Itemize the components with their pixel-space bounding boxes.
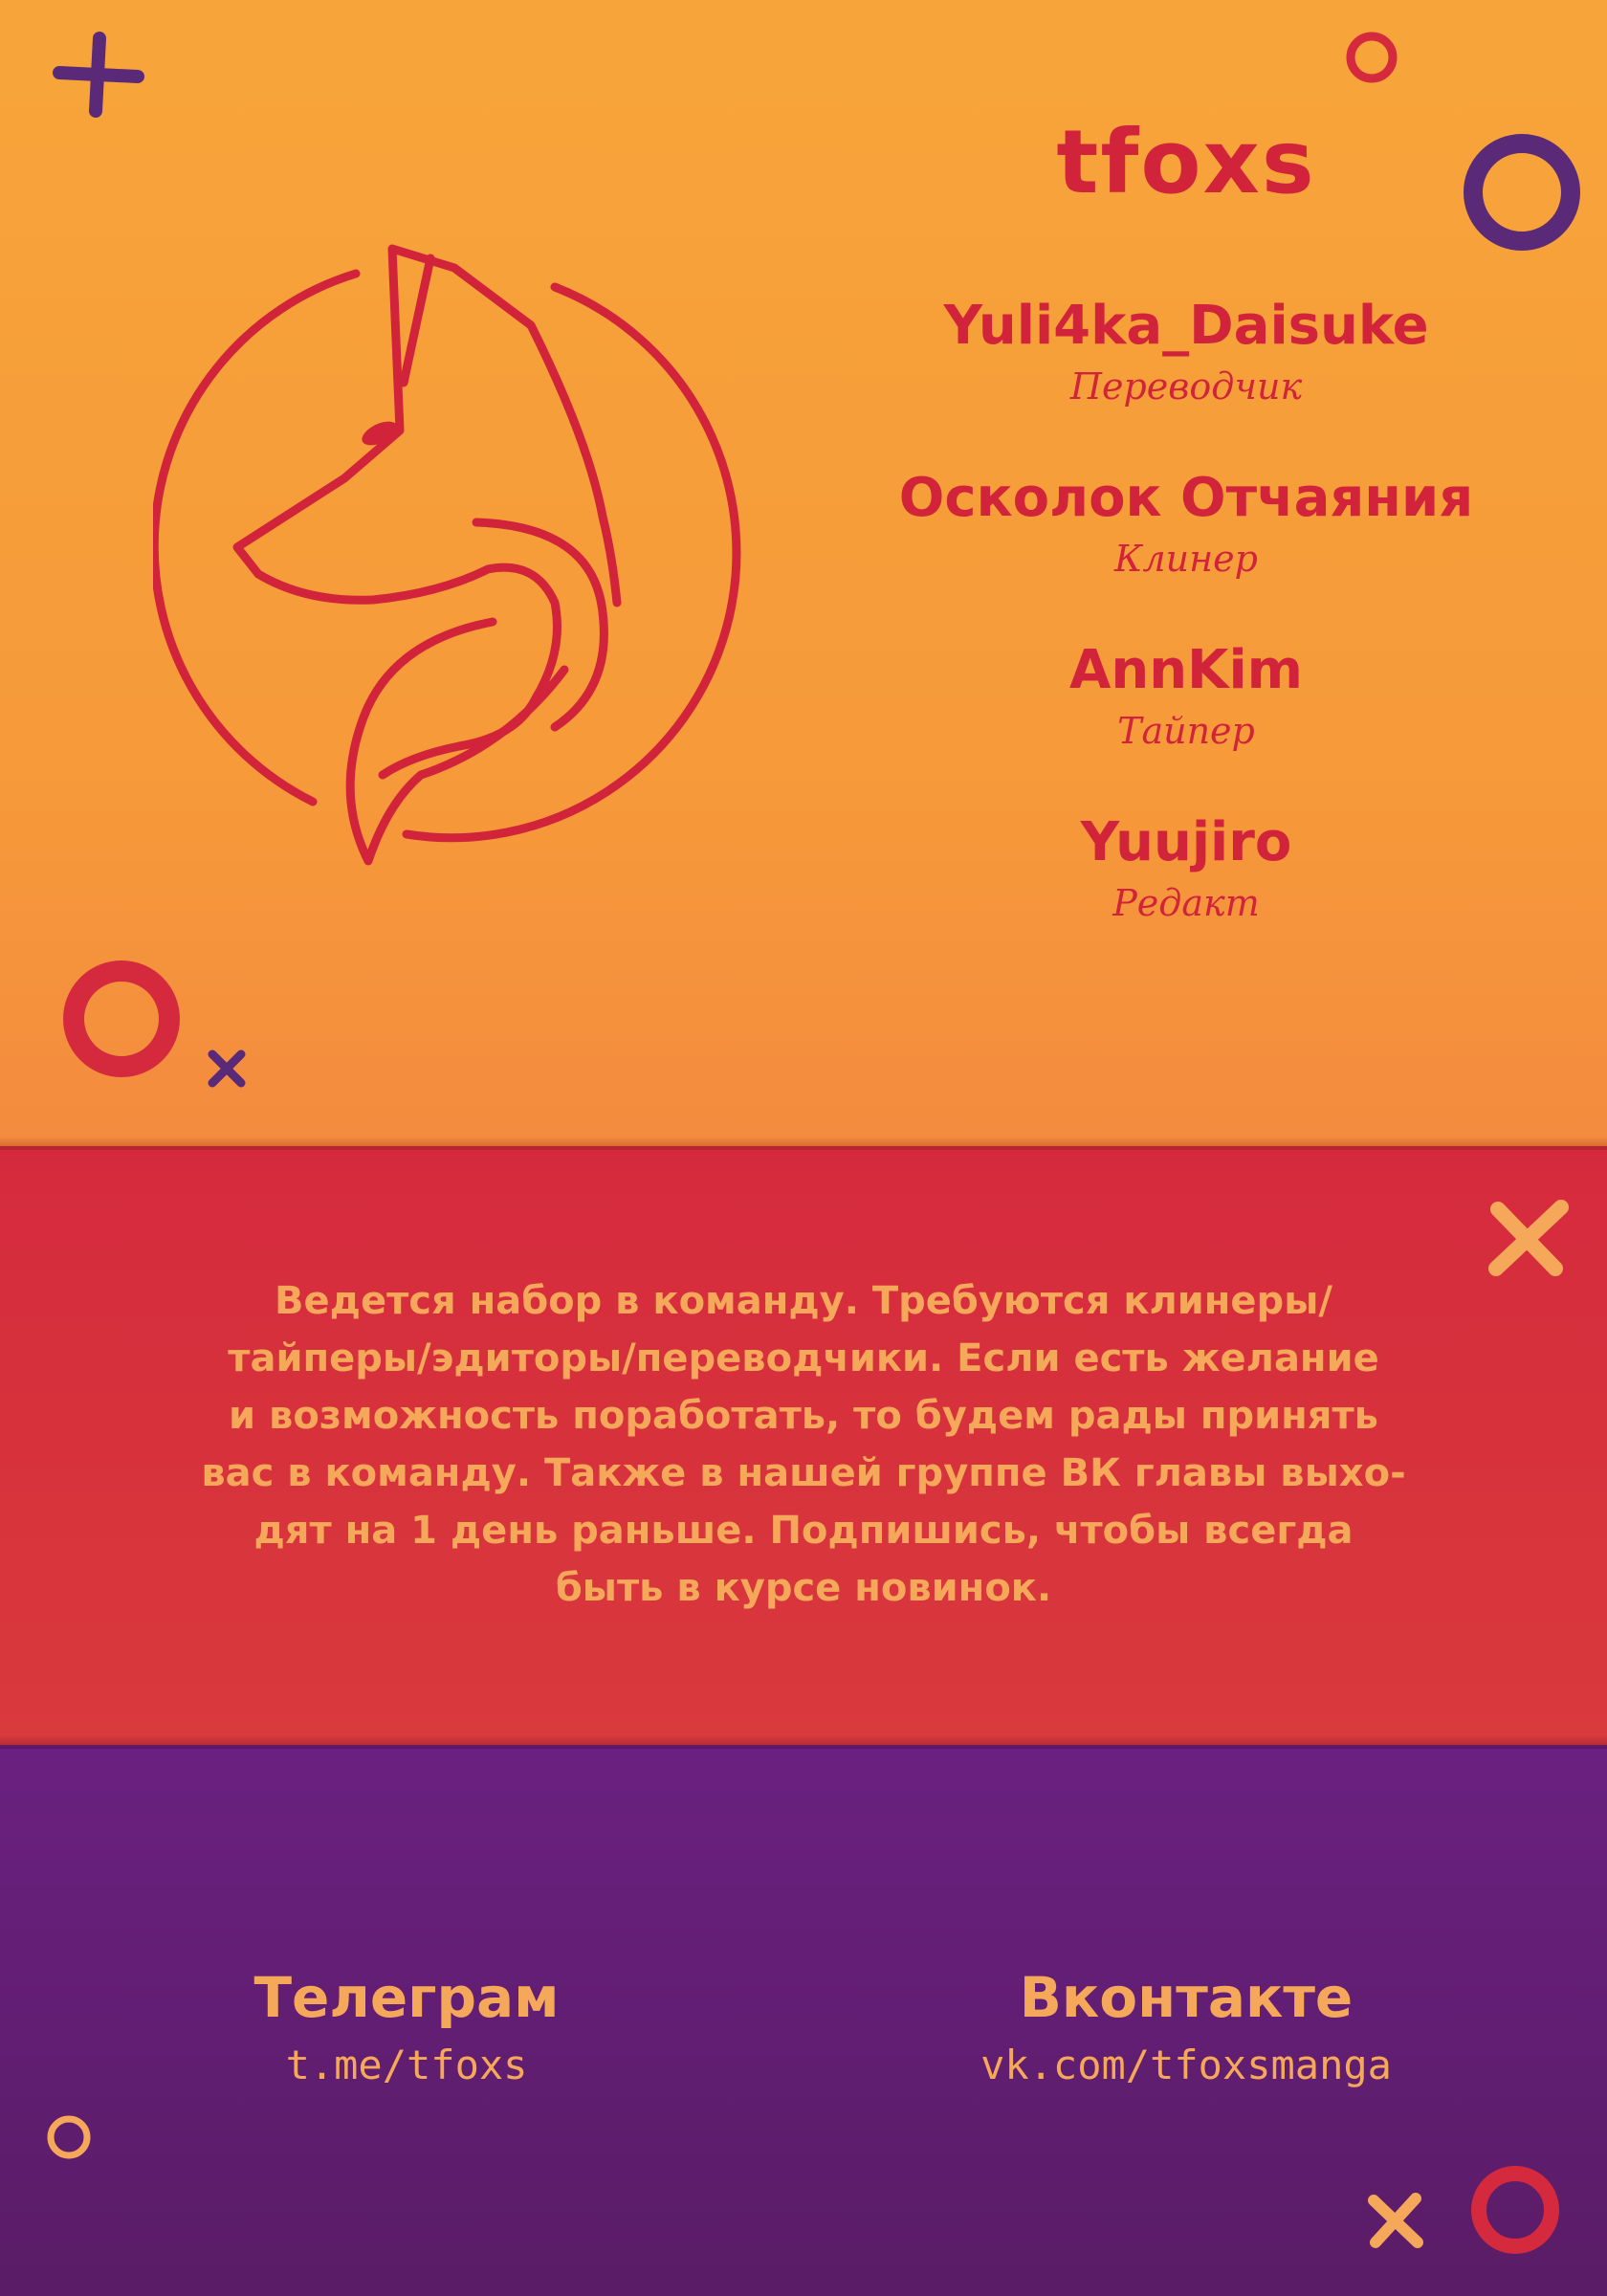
circle-icon (59, 957, 184, 1081)
brand-title: tfoxs (1056, 111, 1316, 213)
recruitment-line: быть в курсе новинок. (555, 1566, 1052, 1610)
recruitment-line: и возможность поработать, то будем рады принять (229, 1394, 1378, 1438)
credits-block (842, 105, 1530, 928)
member-name: Yuujiro (1080, 811, 1292, 873)
member-role: Тайпер (1117, 710, 1255, 752)
circle-icon (1465, 2160, 1565, 2260)
member-name: AnnKim (1068, 639, 1303, 701)
recruitment-line: дят на 1 день раньше. Подпишись, чтобы всегда (253, 1509, 1354, 1553)
member-role: Редакт (1112, 882, 1260, 924)
member-entry (842, 639, 1530, 756)
member-name: Осколок Отчаяния (898, 467, 1474, 529)
member-role: Переводчик (1069, 365, 1303, 408)
member-role: Клинер (1114, 538, 1258, 580)
circle-icon (42, 2110, 96, 2164)
member-entry (842, 811, 1530, 928)
telegram-contact (210, 1963, 603, 2093)
member-entry (842, 295, 1530, 411)
recruitment-line: тайперы/эдиторы/переводчики. Если есть желание (228, 1336, 1379, 1380)
recruitment-text (143, 1272, 1464, 1617)
recruitment-line: Ведется набор в команду. Требуются клинеры/ (275, 1279, 1332, 1323)
vk-title: Вконтакте (1019, 1965, 1354, 2030)
vk-link[interactable]: vk.com/tfoxsmanga (980, 2042, 1392, 2088)
cross-icon (203, 1045, 251, 1093)
plus-icon (50, 27, 145, 122)
fox-in-circle-icon (153, 239, 746, 890)
band-divider (0, 1735, 1607, 1749)
circle-icon (1343, 29, 1400, 86)
vk-contact (899, 1963, 1473, 2093)
member-entry (842, 467, 1530, 584)
telegram-title: Телеграм (253, 1965, 560, 2030)
recruitment-line: вас в команду. Также в нашей группе ВК главы выхо- (201, 1451, 1406, 1495)
member-list (842, 295, 1530, 928)
cross-icon (1362, 2187, 1429, 2254)
cross-icon (1481, 1190, 1576, 1286)
member-name: Yuli4ka_Daisuke (943, 295, 1429, 357)
telegram-link[interactable]: t.me/tfoxs (285, 2042, 528, 2088)
band-divider (0, 1137, 1607, 1150)
